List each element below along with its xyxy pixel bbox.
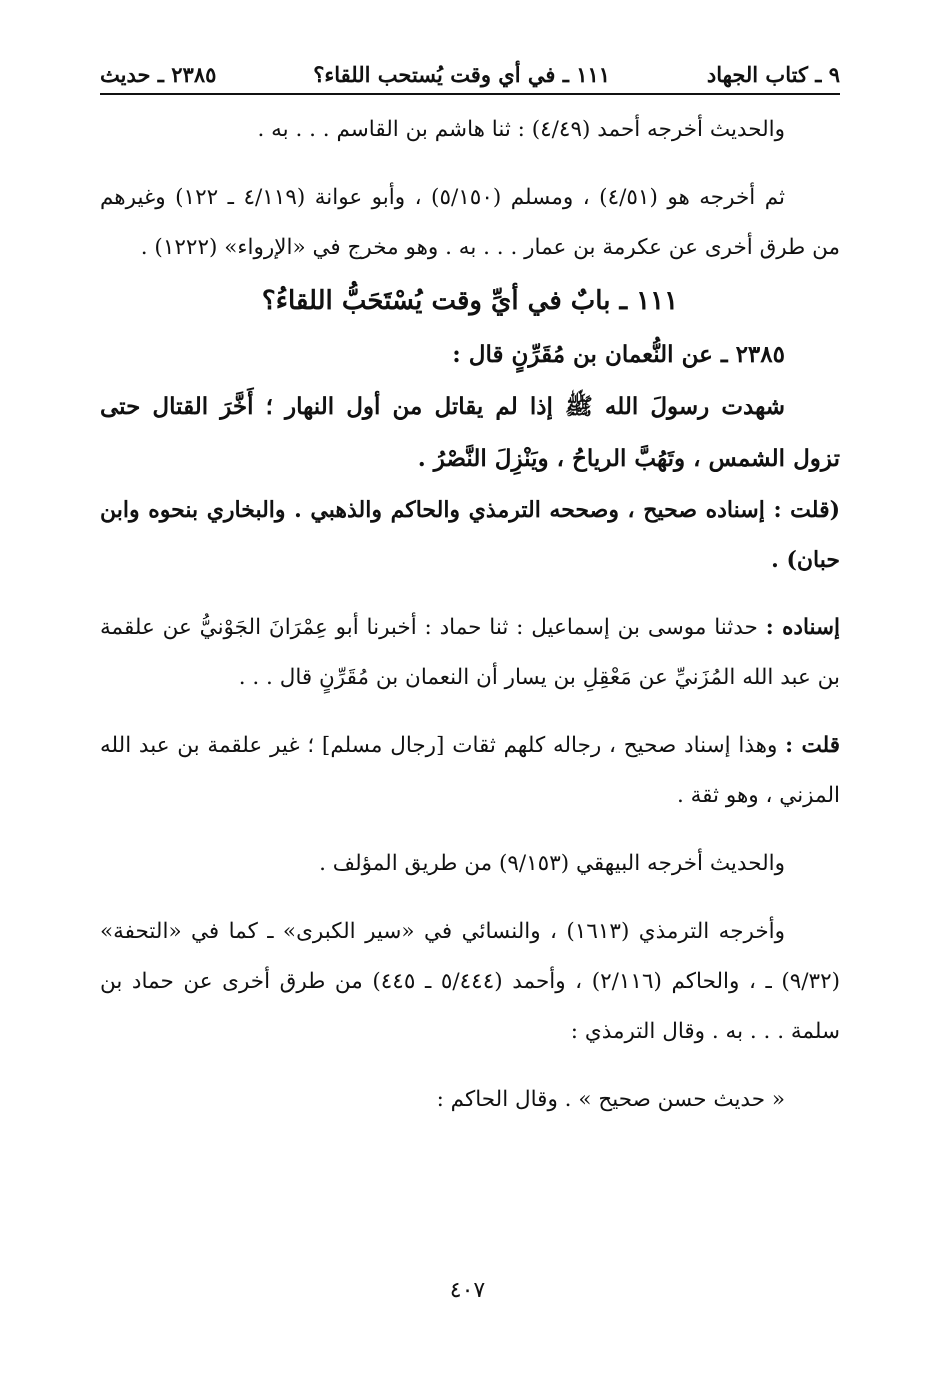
paragraph-muslim: ثم أخرجه هو (٤/٥١) ، ومسلم (٥/١٥٠) ، وأبو عوانة (٤/١١٩ ـ ١٢٢) وغيرهم من طرق أخرى عن عكرمة بن عمار . . . به . وهو مخرج في «الإرواء» (١٢٢٢) .: [100, 185, 840, 260]
paragraph-tirmidhi: وأخرجه الترمذي (١٦١٣) ، والنسائي في «سير الكبرى» ـ كما في «التحفة» (٩/٣٢) ـ ، والحاكم (٢/١١٦) ، وأحمد (٥/٤٤٤ ـ ٤٤٥) من طرق أخرى عن حماد بن سلمة . . . به . وقال الترمذي :: [100, 919, 841, 1044]
chapter-heading: ١١١ ـ بابٌ في أيِّ وقت يُسْتَحَبُّ اللقاءُ؟: [261, 286, 679, 316]
paragraph-quote: « حديث حسن صحيح » . وقال الحاكم :: [436, 1087, 785, 1112]
paragraph-bayhaqi: والحديث أخرجه البيهقي (٩/١٥٣) من طريق المؤلف .: [319, 851, 785, 876]
qultu-label: قلت :: [785, 733, 841, 758]
paragraph-ahmad: والحديث أخرجه أحمد (٤/٤٩) : ثنا هاشم بن القاسم . . . به .: [257, 117, 785, 142]
isnad-text: حدثنا موسى بن إسماعيل : ثنا حماد : أخبرنا أبو عِمْرَانَ الجَوْنيُّ عن علقمة بن عبد الله المُزَنيِّ عن مَعْقِلِ بن يسار أن النعمان بن مُقَرِّنٍ قال . . .: [100, 615, 840, 690]
page-body: [100, 62, 840, 1125]
running-header: [100, 62, 840, 95]
isnad-label: إسناده :: [765, 615, 840, 640]
header-hadith: ٢٣٨٥ ـ حديث: [100, 62, 217, 87]
hadith-title: ٢٣٨٥ ـ عن النُّعمان بن مُقَرِّنٍ قال :: [452, 341, 785, 368]
hadith-ruling: (قلت : إسناده صحيح ، وصححه الترمذي والحاكم والذهبي . والبخاري بنحوه وابن حبان) .: [100, 497, 840, 573]
header-chapter: ١١١ ـ في أي وقت يُستحب اللقاء؟: [313, 62, 611, 87]
qultu-text: وهذا إسناد صحيح ، رجاله كلهم ثقات [رجال مسلم] ؛ غير علقمة بن عبد الله المزني ، وهو ثقة .: [100, 733, 840, 808]
hadith-matn: شهدت رسولَ الله ﷺ إذا لم يقاتل من أول النهار ؛ أَخَّرَ القتال حتى تزول الشمس ، وتَهُبَّ الرياحُ ، ويَنْزِلَ النَّصْرُ .: [100, 393, 840, 472]
qultu-paragraph: [100, 721, 840, 821]
header-book: ٩ ـ كتاب الجهاد: [706, 62, 840, 87]
isnad-paragraph: [100, 603, 840, 703]
page-number: ٤٠٧: [449, 1278, 486, 1303]
